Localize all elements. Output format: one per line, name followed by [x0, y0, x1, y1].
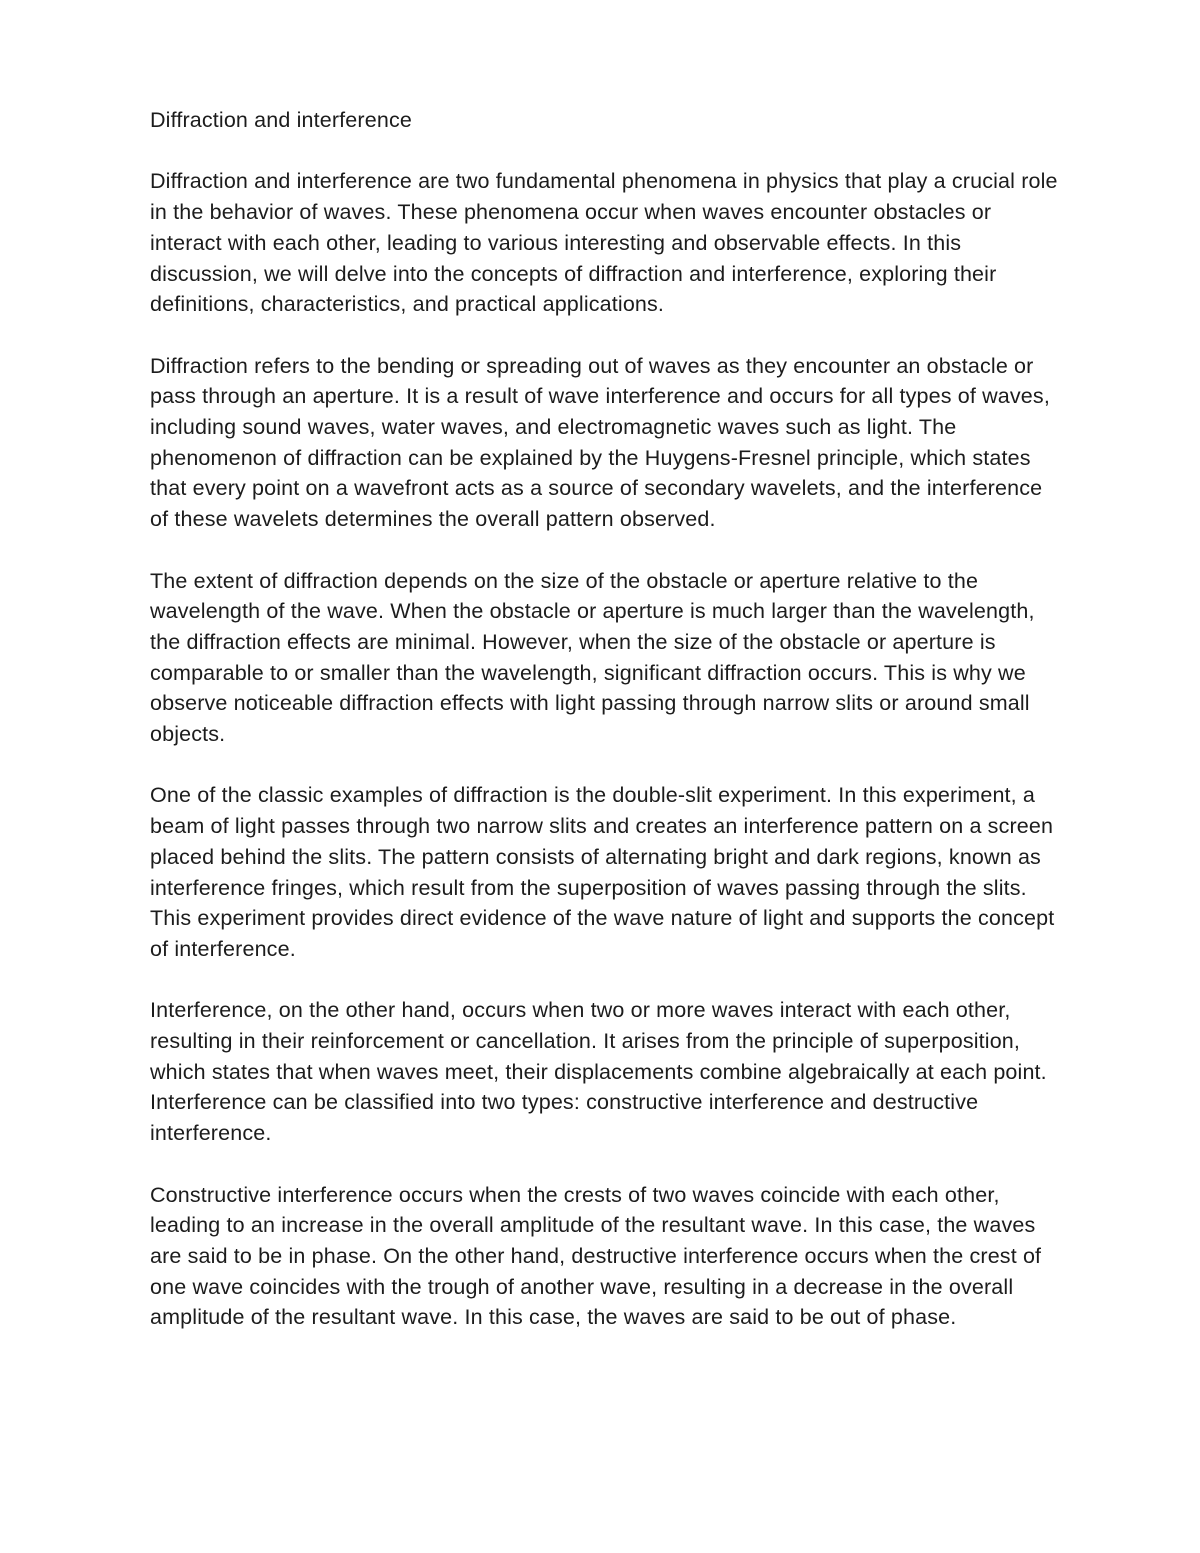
document-page	[150, 105, 1060, 1333]
paragraph-diffraction-extent: The extent of diffraction depends on the size of the obstacle or aperture relative to the wavelength of the wave. When the obstacle or aperture is much larger than the wavelength, the diffraction effects are minimal. However, when the size of the obstacle or aperture is comparable to or smaller than the wavelength, significant diffraction occurs. This is why we observe noticeable diffraction effects with light passing through narrow slits or around small objects.	[150, 568, 1035, 747]
paragraph-constructive-destructive: Constructive interference occurs when the crests of two waves coincide with each other, leading to an increase in the overall amplitude of the resultant wave. In this case, the waves are said to be in phase. On the other hand, destructive interference occurs when the crest of one wave coincides with the trough of another wave, resulting in a decrease in the overall amplitude of the resultant wave. In this case, the waves are said to be out of phase.	[150, 1182, 1042, 1330]
paragraph-intro: Diffraction and interference are two fundamental phenomena in physics that play a crucial role in the behavior of waves. These phenomena occur when waves encounter obstacles or interact with each other, leading to various interesting and observable effects. In this discussion, we will delve into the concepts of diffraction and interference, exploring their definitions, characteristics, and practical applications.	[150, 169, 1058, 317]
paragraph-double-slit: One of the classic examples of diffraction is the double-slit experiment. In this experiment, a beam of light passes through two narrow slits and creates an interference pattern on a screen placed behind the slits. The pattern consists of alternating bright and dark regions, known as interference fringes, which result from the superposition of waves passing through the slits. This experiment provides direct evidence of the wave nature of light and supports the concept of interference.	[150, 783, 1055, 961]
paragraph-interference-definition: Interference, on the other hand, occurs when two or more waves interact with each other, resulting in their reinforcement or cancellation. It arises from the principle of superposition, which states that when waves meet, their displacements combine algebraically at each point. Interference can be classified into two types: constructive interference and destructive interference.	[150, 998, 1047, 1146]
paragraph-diffraction-definition: Diffraction refers to the bending or spreading out of waves as they encounter an obstacle or pass through an aperture. It is a result of wave interference and occurs for all types of waves, including sound waves, water waves, and electromagnetic waves such as light. The phenomenon of diffraction can be explained by the Huygens-Fresnel principle, which states that every point on a wavefront acts as a source of secondary wavelets, and the interference of these wavelets determines the overall pattern observed.	[150, 353, 1050, 532]
document-title: Diffraction and interference	[150, 108, 412, 132]
